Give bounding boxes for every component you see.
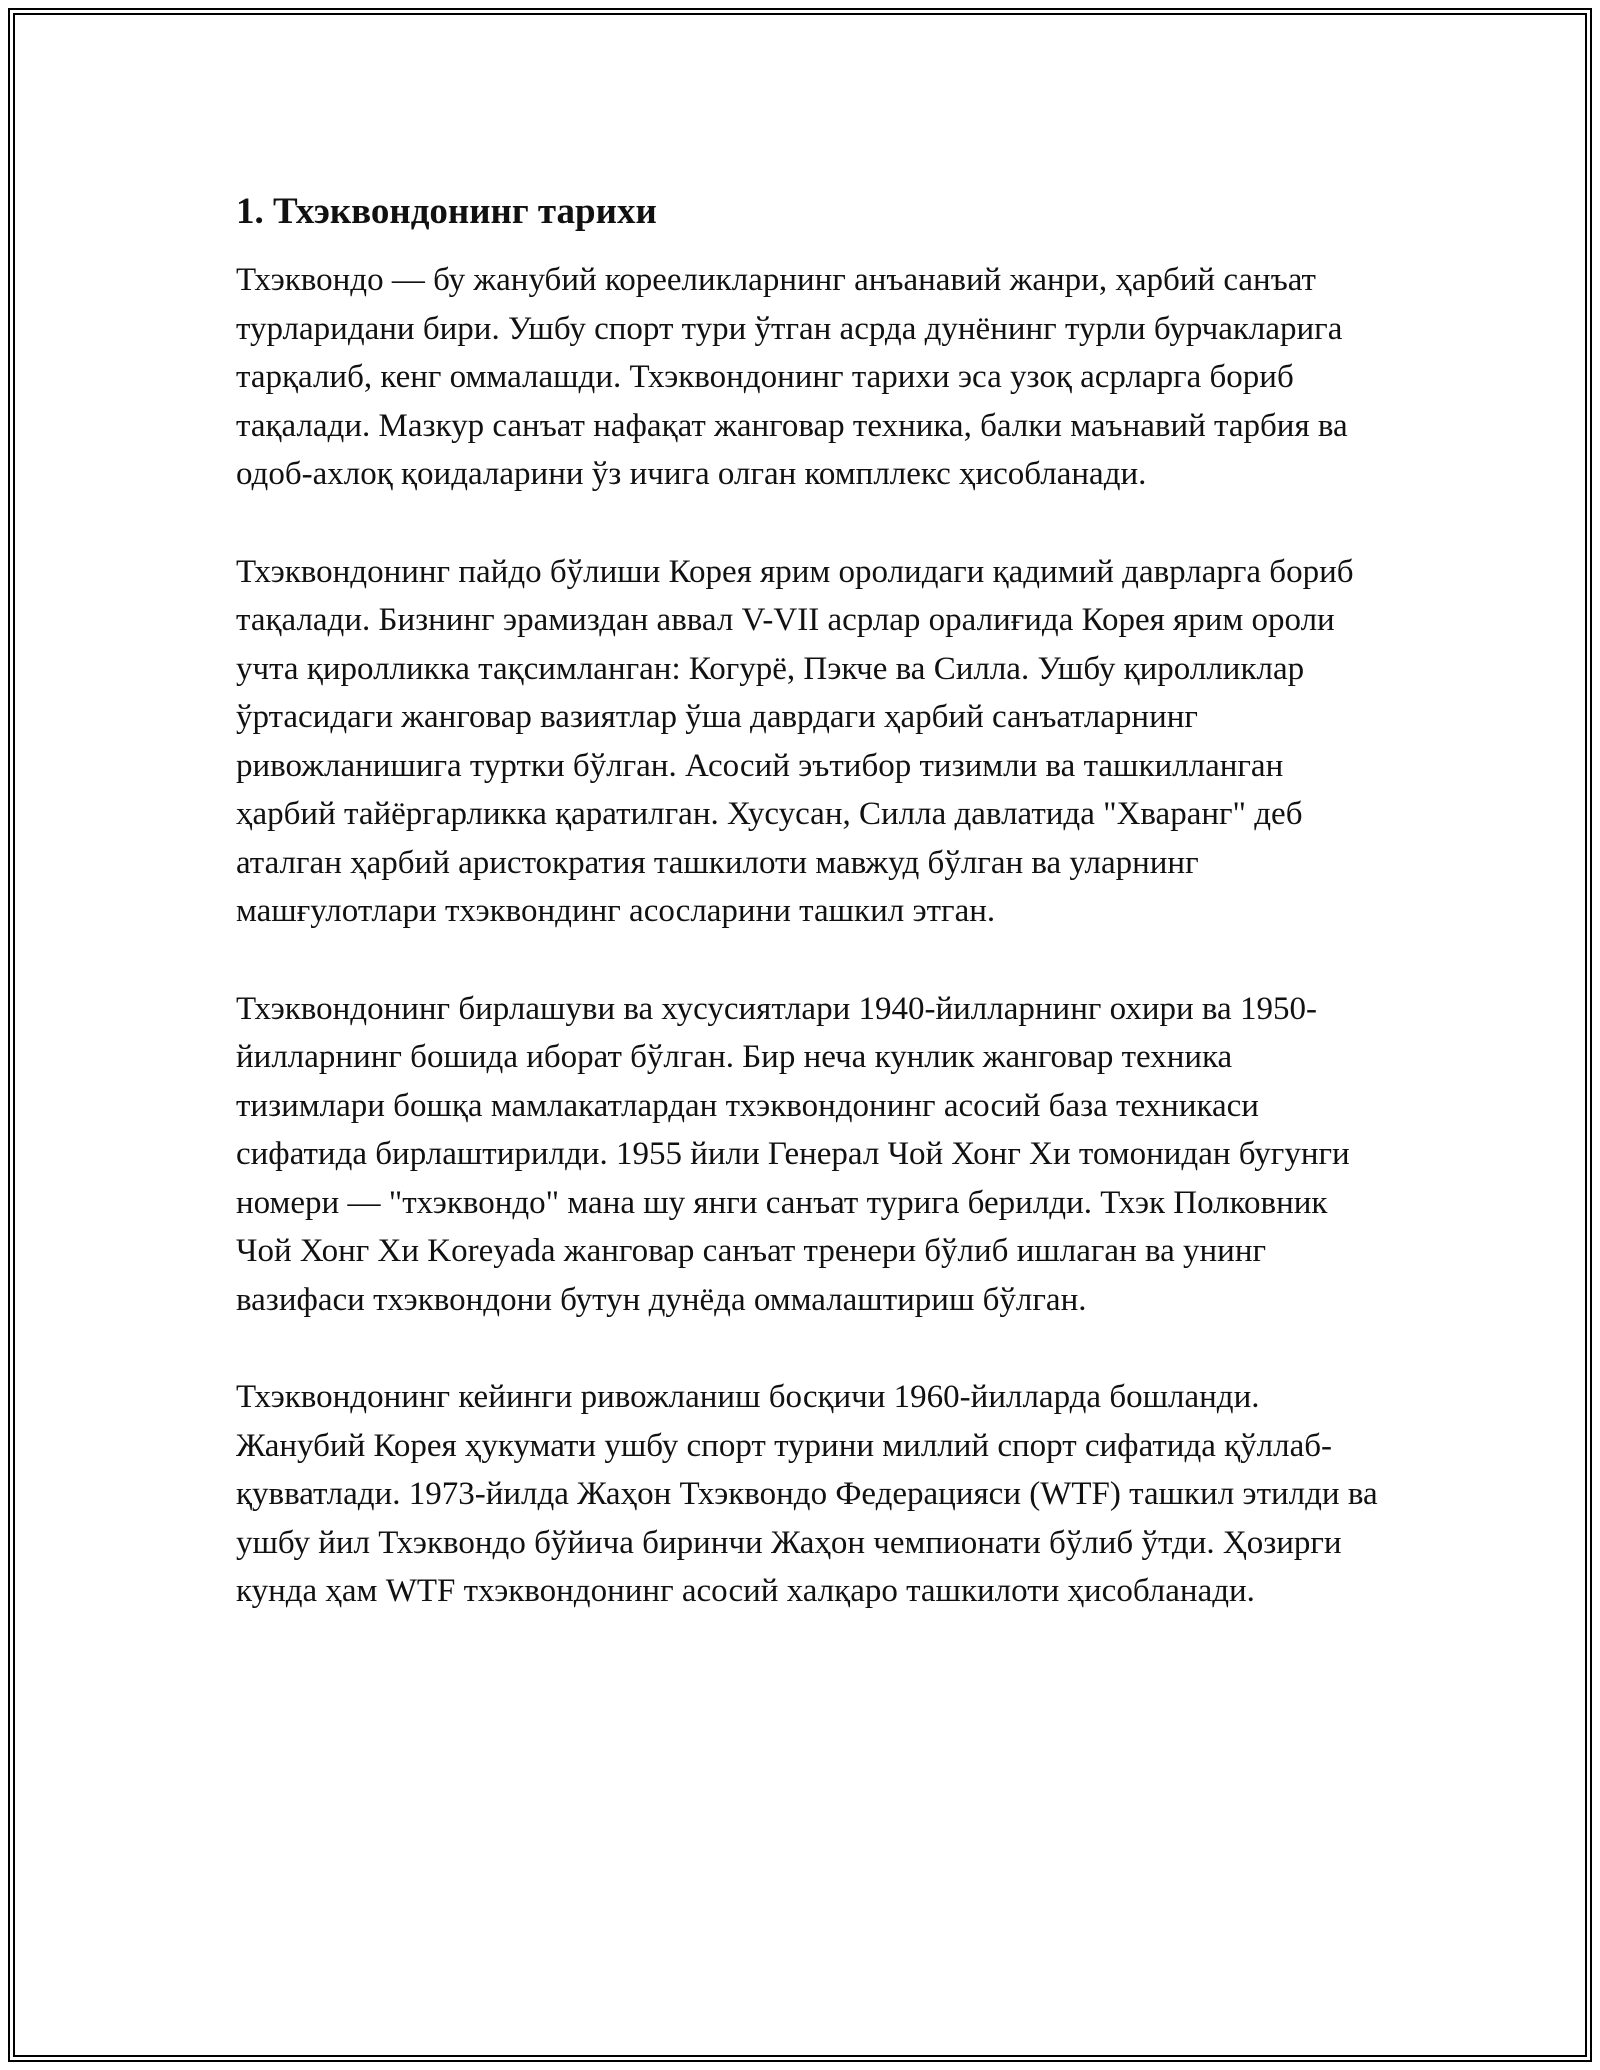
paragraph-4: Тхэквондонинг кейинги ривожланиш босқичи 1960-йилларда бошланди. Жанубий Корея ҳукумати ушбу спорт турини миллий спорт сифатида қўллаб-қувватлади. 1973-йилда Жаҳон Тхэквондо Федерацияси (WTF) ташкил этилди ва ушбу йил Тхэквондо бўйича биринчи Жаҳон чемпионати бўлиб ўтди. Ҳозирги кунда ҳам WTF тхэквондонинг асосий халқаро ташкилоти ҳисобланади. — [236, 1379, 1378, 1609]
paragraph-3: Тхэквондонинг бирлашуви ва хусусиятлари 1940-йилларнинг охири ва 1950-йилларнинг бошида иборат бўлган. Бир неча кунлик жанговар техника тизимлари бошқа мамлакатлардан тхэквондонинг асосий база техникаси сифатида бирлаштирилди. 1955 йили Генерал Чой Хонг Хи томонидан бугунги номери — "тхэквондо" мана шу янги санъат турига берилди. Тхэк Полковник Чой Хонг Хи Koreyada жанговар санъат тренери бўлиб ишлаган ва унинг вазифаси тхэквондони бутун дунёда оммалаштириш бўлган. — [236, 990, 1350, 1318]
section-heading: 1. Тхэквондонинг тарихи — [236, 191, 657, 232]
paragraph-2: Тхэквондонинг пайдо бўлиши Корея ярим оролидаги қадимий даврларга бориб тақалади. Бизнинг эрамиздан аввал V-VII асрлар оралиғида Корея ярим ороли учта қиролликка тақсимланган: Когурё, Пэкче ва Силла. Ушбу қиролликлар ўртасидаги жанговар вазиятлар ўша даврдаги ҳарбий санъатларнинг ривожланишига туртки бўлган. Асосий эътибор тизимли ва ташкилланган ҳарбий тайёргарликка қаратилган. Хусусан, Силла давлатида "Хваранг" деб аталган ҳарбий аристократия ташкилоти мавжуд бўлган ва уларнинг машғулотлари тхэквондинг асосларини ташкил этган. — [236, 553, 1354, 929]
document-body — [236, 186, 1386, 1665]
paragraph-1: Тхэквондо — бу жанубий корееликларнинг анъанавий жанри, ҳарбий санъат турларидани бири. Ушбу спорт тури ўтган асрда дунёнинг турли бурчакларига тарқалиб, кенг оммалашди. Тхэквондонинг тарихи эса узоқ асрларга бориб тақалади. Мазкур санъат нафақат жанговар техника, балки маънавий тарбия ва одоб-ахлоқ қоидаларини ўз ичига олган компллекс ҳисобланади. — [236, 262, 1348, 492]
